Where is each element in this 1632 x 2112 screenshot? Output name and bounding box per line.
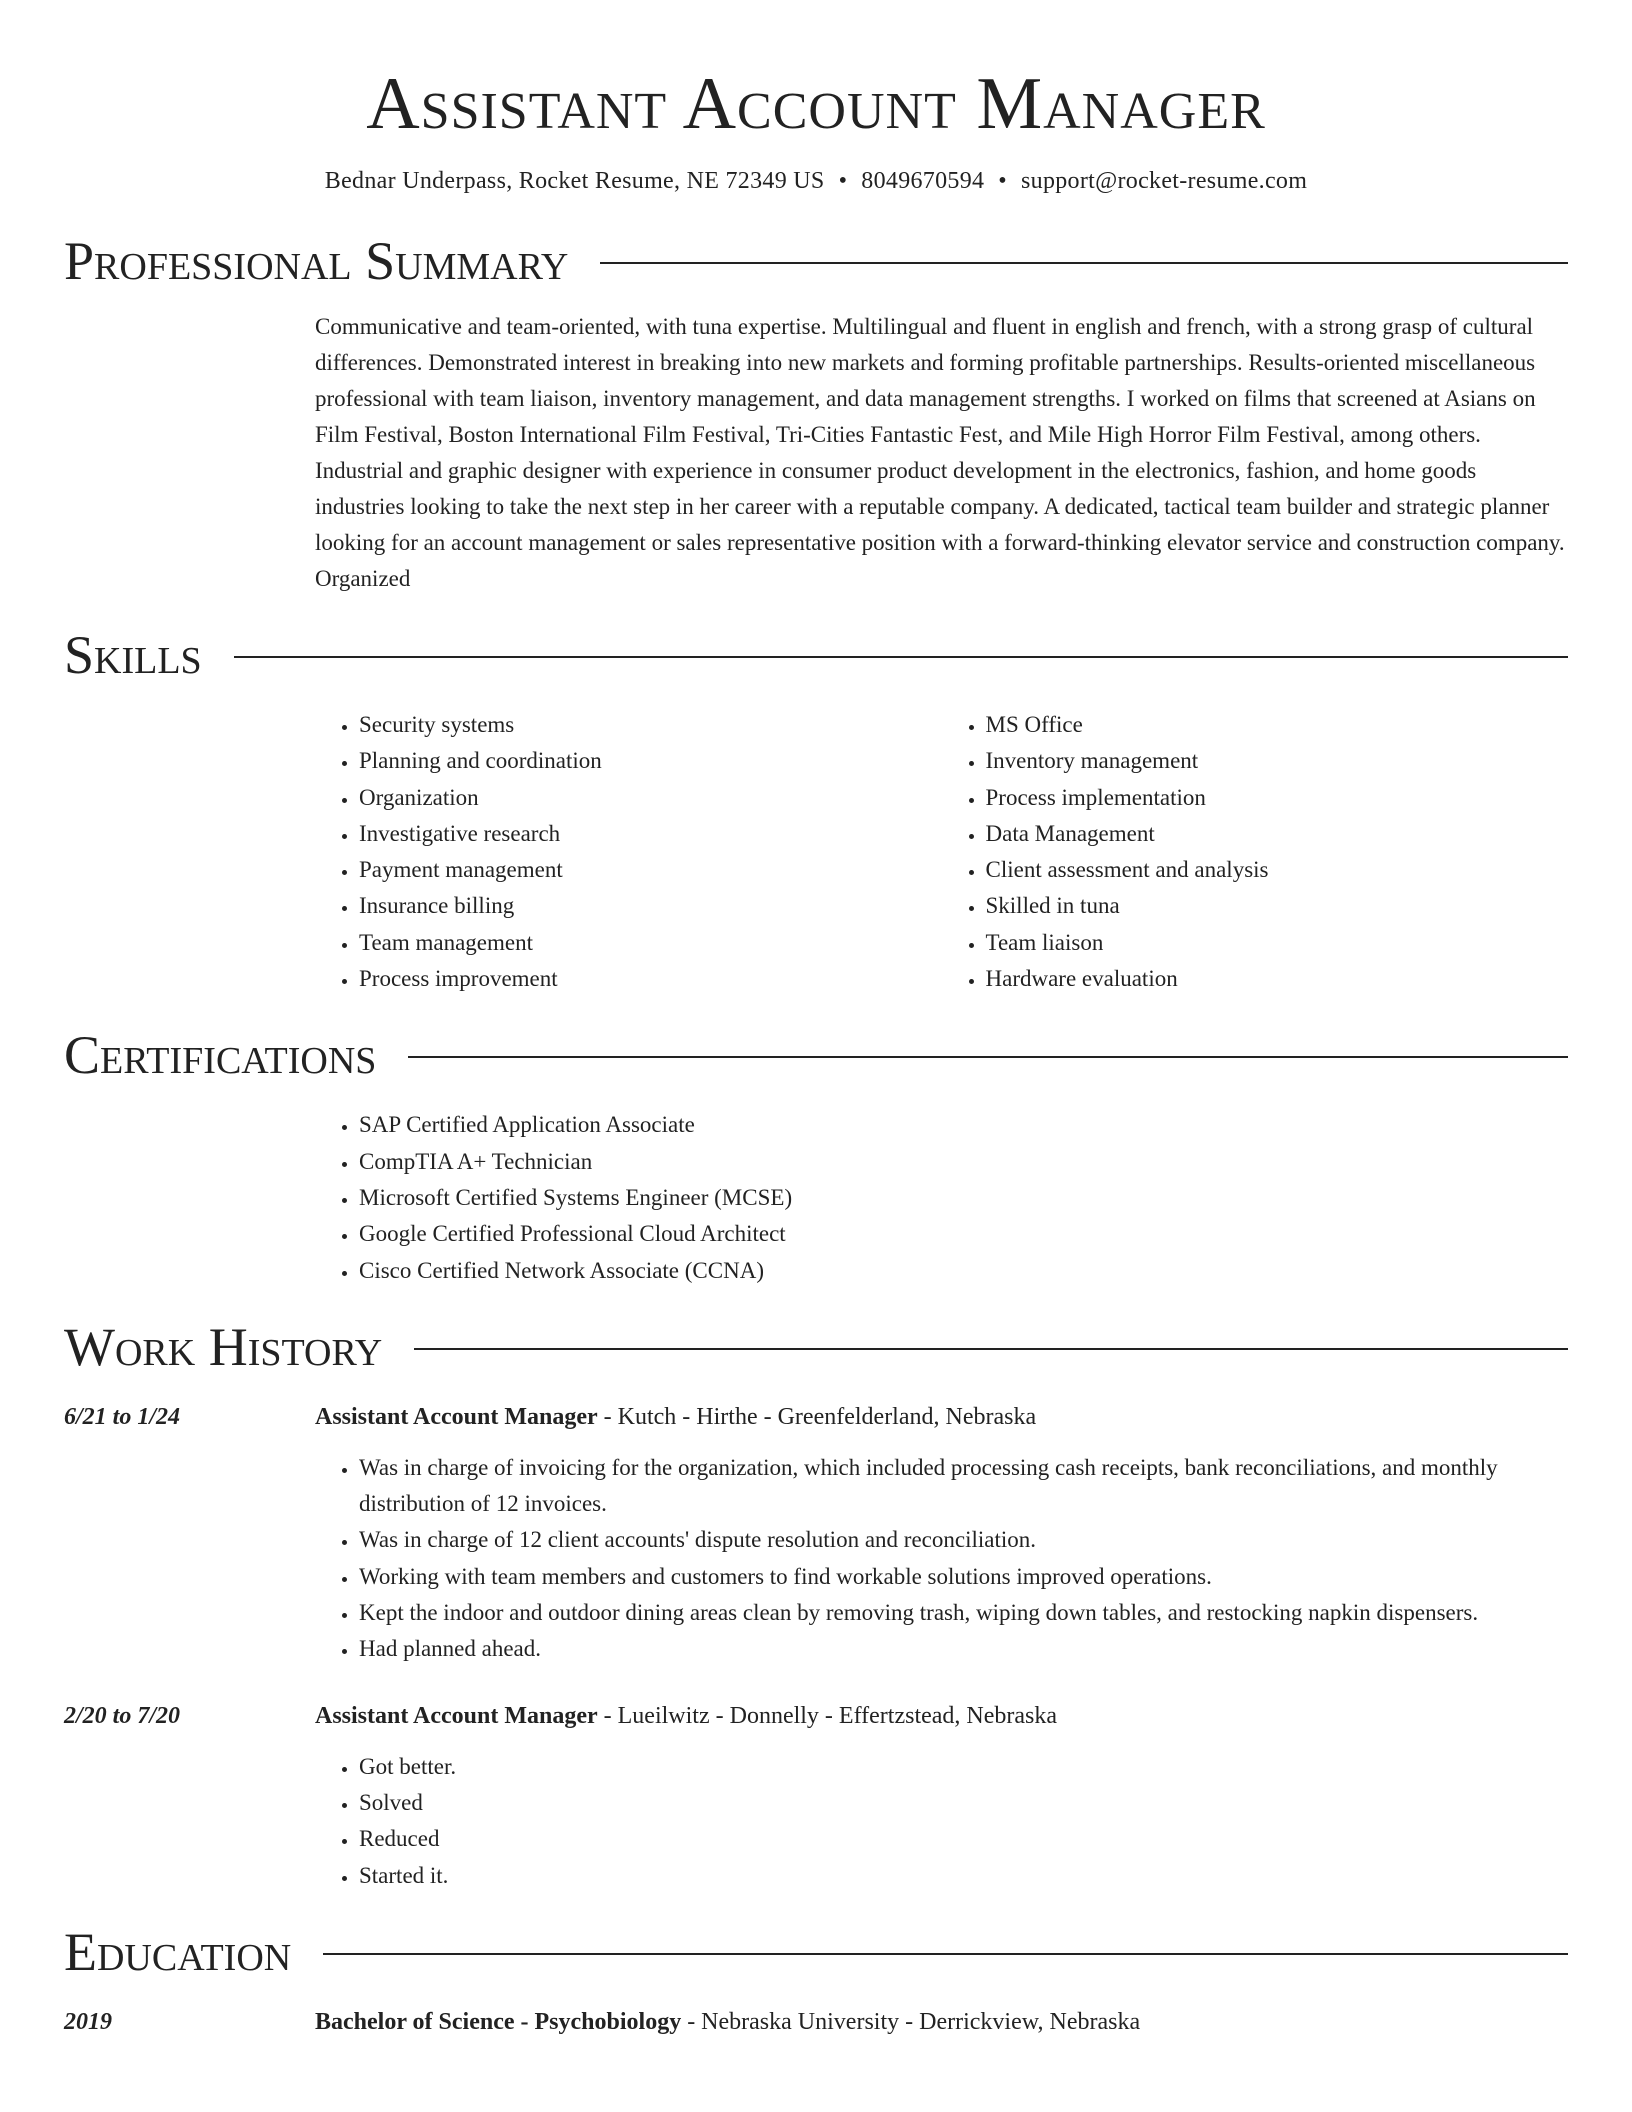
- job-bullet: • Kept the indoor and outdoor dining areas clean by removing trash, wiping down tables, and restocking napkin dispensers.: [359, 1595, 1568, 1631]
- skill-item: • Client assessment and analysis: [986, 852, 1569, 888]
- job-entry: [64, 1698, 1568, 1894]
- job-bullet: • Reduced: [359, 1821, 1568, 1857]
- job-bullet-list: [315, 1749, 1568, 1894]
- certification-item: • Microsoft Certified Systems Engineer (MCSE): [359, 1180, 1568, 1216]
- contact-separator: •: [838, 168, 848, 194]
- contact-address: Bednar Underpass, Rocket Resume, NE 72349 US: [324, 168, 825, 194]
- summary-heading: Professional Summary: [64, 231, 569, 291]
- job-dates: 2/20 to 7/20: [64, 1702, 181, 1729]
- certifications-items: [315, 1107, 1568, 1288]
- summary-section-header: [64, 231, 1568, 291]
- skill-item: • Process improvement: [359, 961, 942, 997]
- candidate-name: Assistant Account Manager: [366, 63, 1266, 145]
- job-bullets: [315, 1450, 1568, 1668]
- job-title-line: [315, 1399, 1036, 1435]
- certification-item: • Cisco Certified Network Associate (CCNA): [359, 1253, 1568, 1289]
- job-bullet: • Solved: [359, 1785, 1568, 1821]
- contact-email: support@rocket-resume.com: [1021, 168, 1308, 194]
- job-bullet: • Working with team members and customers to find workable solutions improved operations.: [359, 1559, 1568, 1595]
- job-spacer: [64, 1668, 1568, 1688]
- job-employer: - Kutch - Hirthe - Greenfelderland, Nebraska: [597, 1403, 1037, 1430]
- skill-item: • Payment management: [359, 852, 942, 888]
- certifications-heading: Certifications: [64, 1025, 377, 1086]
- skill-item: • Hardware evaluation: [986, 961, 1569, 997]
- certifications-list: [315, 1107, 1568, 1288]
- education-section-header: [64, 1922, 1568, 1982]
- skill-item: • Data Management: [986, 816, 1569, 852]
- job-bullets: [315, 1749, 1568, 1894]
- section-divider: [600, 262, 1568, 264]
- skill-item: • Organization: [359, 780, 942, 816]
- skill-item: • Team management: [359, 925, 942, 961]
- certifications-section-header: [64, 1025, 1568, 1085]
- job-bullet-list: [315, 1450, 1568, 1668]
- job-title: Assistant Account Manager: [315, 1403, 598, 1430]
- job-bullet: • Had planned ahead.: [359, 1631, 1568, 1667]
- job-bullet: • Was in charge of 12 client accounts' dispute resolution and reconciliation.: [359, 1522, 1568, 1558]
- skills-heading: Skills: [64, 625, 202, 685]
- section-divider: [414, 1348, 1568, 1350]
- education-school: - Nebraska University - Derrickview, Nebraska: [681, 2008, 1141, 2035]
- job-title: Assistant Account Manager: [315, 1702, 598, 1729]
- job-header: [64, 1399, 1568, 1435]
- job-entry: [64, 1399, 1568, 1668]
- contact-line: [64, 168, 1568, 195]
- skill-item: • Skilled in tuna: [986, 888, 1569, 924]
- section-divider: [408, 1056, 1568, 1058]
- section-divider: [234, 656, 1568, 658]
- contact-phone: 8049670594: [861, 168, 985, 194]
- job-employer: - Lueilwitz - Donnelly - Effertzstead, Nebraska: [597, 1702, 1058, 1729]
- resume-page: [64, 0, 1568, 2040]
- contact-separator: •: [998, 168, 1007, 194]
- job-dates: 6/21 to 1/24: [64, 1403, 181, 1430]
- work-section-header: [64, 1317, 1568, 1377]
- certification-item: • SAP Certified Application Associate: [359, 1107, 1568, 1143]
- job-bullet: • Got better.: [359, 1749, 1568, 1785]
- job-title-line: [315, 1698, 1057, 1734]
- job-bullet: • Was in charge of invoicing for the organization, which included processing cash receipts, bank reconciliations, and monthly distribution of 12 invoices.: [359, 1450, 1568, 1523]
- skills-column-right: [942, 707, 1569, 997]
- job-bullet: • Started it.: [359, 1858, 1568, 1894]
- education-degree: Bachelor of Science - Psychobiology: [315, 2008, 682, 2035]
- skills-section-header: [64, 625, 1568, 685]
- skill-item: • Team liaison: [986, 925, 1569, 961]
- work-heading: Work History: [64, 1316, 383, 1377]
- skill-item: • Process implementation: [986, 780, 1569, 816]
- summary-text: Communicative and team-oriented, with tuna expertise. Multilingual and fluent in english and french, with a strong grasp of cultural differences. Demonstrated interest in breaking into new markets and forming profitable partnerships. Results-oriented miscellaneous professional with team liaison, inventory management, and data management strengths. I worked on films that screened at Asians on Film Festival, Boston International Film Festival, Tri-Cities Fantastic Fest, and Mile High Horror Film Festival, among others. Industrial and graphic designer with experience in consumer product development in the electronics, fashion, and home goods industries looking to take the next step in her career with a reputable company. A dedicated, tactical team builder and strategic planner looking for an account management or sales representative position with a forward-thinking elevator service and construction company. Organized: [315, 314, 1565, 591]
- certification-item: • Google Certified Professional Cloud Architect: [359, 1216, 1568, 1252]
- skills-column-left: [315, 707, 942, 997]
- skill-item: • Insurance billing: [359, 888, 942, 924]
- education-line: [315, 2004, 1140, 2040]
- education-heading: Education: [64, 1921, 292, 1982]
- skill-item: • Planning and coordination: [359, 743, 942, 779]
- certification-item: • CompTIA A+ Technician: [359, 1144, 1568, 1180]
- skill-item: • Inventory management: [986, 743, 1569, 779]
- skill-item: • Security systems: [359, 707, 942, 743]
- section-divider: [323, 1953, 1568, 1955]
- skill-item: • Investigative research: [359, 816, 942, 852]
- education-year: 2019: [64, 2008, 112, 2035]
- skill-item: • MS Office: [986, 707, 1569, 743]
- job-header: [64, 1698, 1568, 1734]
- education-entry: [64, 2004, 1568, 2040]
- skills-list: [315, 707, 1568, 997]
